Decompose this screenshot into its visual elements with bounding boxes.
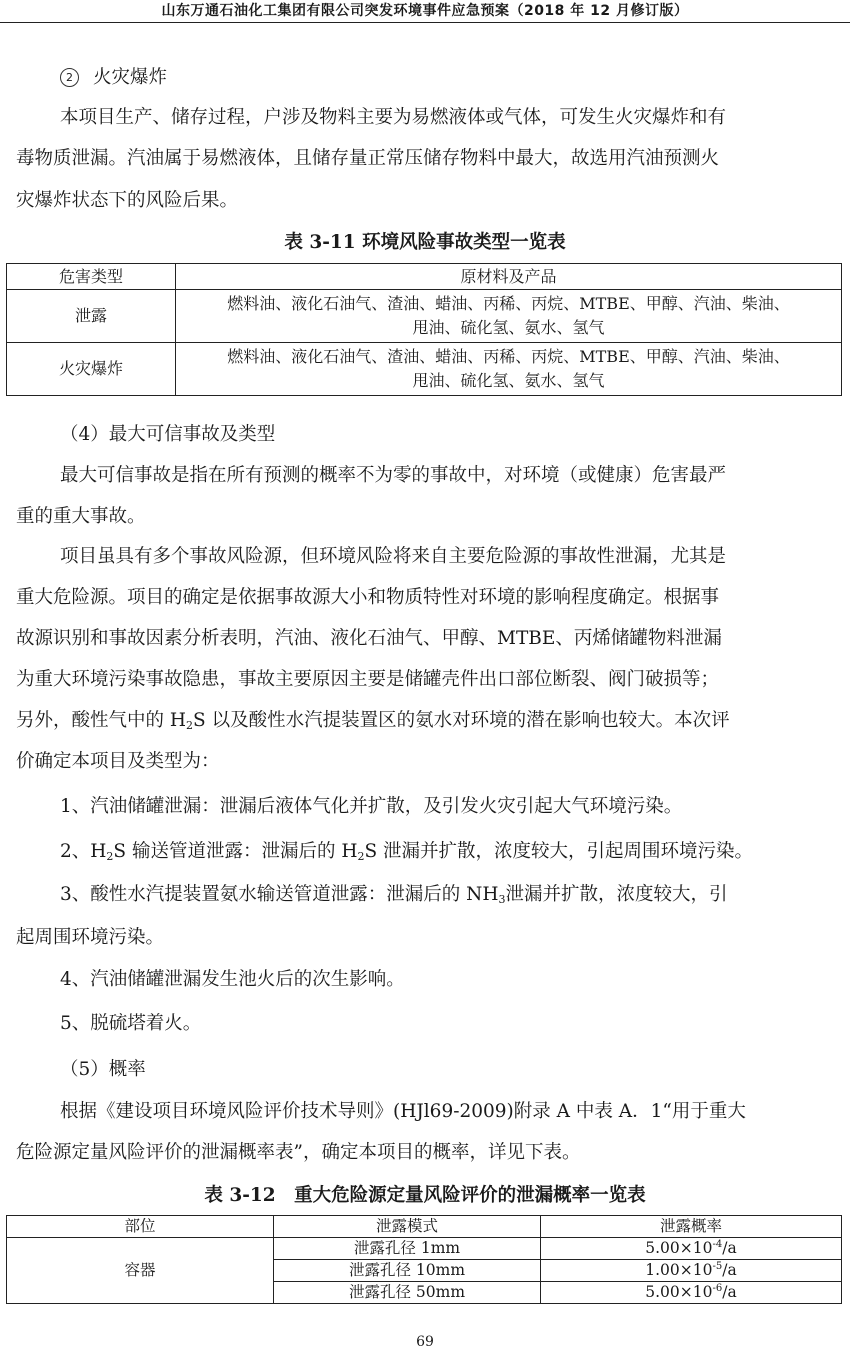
cell-line: 燃料油、液化石油气、渣油、蜡油、丙稀、丙烷、MTBE、甲醇、汽油、柴油、 [227, 294, 790, 313]
text-run: 3、酸性水汽提装置氨水输送管道泄露：泄漏后的 NH [60, 884, 499, 905]
table-cell: 泄露 [7, 290, 176, 343]
table-cell: 火灾爆炸 [7, 343, 176, 396]
subscript: 3 [498, 893, 506, 906]
paragraph-line: 故源识别和事故因素分析表明，汽油、液化石油气、甲醇、MTBE、丙烯储罐物料泄漏 [16, 628, 722, 649]
table-cell: 泄露孔径 10mm [274, 1260, 541, 1282]
prob-exponent: -6 [712, 1283, 723, 1294]
text-run: 2、H [60, 841, 107, 862]
cell-line: 燃料油、液化石油气、渣油、蜡油、丙稀、丙烷、MTBE、甲醇、汽油、柴油、 [227, 347, 790, 366]
table-row [7, 343, 842, 396]
table-cell: 泄露孔径 1mm [274, 1238, 541, 1260]
table-cell: 泄露孔径 50mm [274, 1282, 541, 1304]
page-number: 69 [416, 1334, 434, 1350]
text-run: S 输送管道泄露：泄漏后的 H [113, 841, 358, 862]
table-cell: 容器 [7, 1238, 274, 1304]
prob-base: 5.00×10 [645, 1239, 713, 1257]
list-item-continuation: 起周围环境污染。 [16, 927, 165, 948]
table-row [7, 1238, 842, 1260]
paragraph-line [16, 709, 730, 733]
paragraph-line: 重的重大事故。 [16, 506, 146, 527]
section-heading-fire [60, 66, 167, 90]
risk-type-table [6, 263, 842, 396]
section-heading: （4）最大可信事故及类型 [60, 424, 276, 445]
paragraph-line: 为重大环境污染事故隐患，事故主要原因主要是储罐壳件出口部位断裂、阀门破损等； [16, 669, 720, 690]
list-item [60, 883, 728, 907]
table-header-cell: 危害类型 [7, 264, 176, 290]
text-run: S 泄漏并扩散，浓度较大，引起周围环境污染。 [364, 841, 754, 862]
section-heading-text: 火灾爆炸 [93, 67, 168, 88]
list-item: 1、汽油储罐泄漏：泄漏后液体气化并扩散，及引发火灾引起大气环境污染。 [60, 796, 683, 817]
table-cell [541, 1260, 842, 1282]
leak-probability-table [6, 1215, 842, 1304]
table-header-cell: 泄露模式 [274, 1216, 541, 1238]
prob-exponent: -5 [712, 1261, 723, 1272]
cell-line: 甩油、硫化氢、氨水、氢气 [412, 318, 605, 337]
paragraph-line: 灾爆炸状态下的风险后果。 [16, 190, 239, 211]
prob-unit: /a [722, 1283, 737, 1301]
circled-number-marker: 2 [60, 68, 79, 87]
prob-base: 1.00×10 [645, 1261, 713, 1279]
subscript: 2 [186, 719, 194, 732]
text-run: 另外，酸性气中的 H [16, 710, 187, 731]
list-item: 4、汽油储罐泄漏发生池火后的次生影响。 [60, 969, 405, 990]
prob-exponent: -4 [712, 1239, 723, 1250]
table-cell [176, 290, 842, 343]
table-cell [176, 343, 842, 396]
table-caption: 表 3-11 环境风险事故类型一览表 [284, 232, 566, 253]
header-divider [0, 22, 850, 23]
paragraph-line: 根据《建设项目环境风险评价技术导则》(HJl69-2009)附录 A 中表 A．1“用于重大 [60, 1101, 746, 1122]
page-header: 山东万通石油化工集团有限公司突发环境事件应急预案（2018 年 12 月修订版） [161, 3, 689, 19]
paragraph-line: 重大危险源。项目的确定是依据事故源大小和物质特性对环境的影响程度确定。根据事 [16, 587, 720, 608]
prob-unit: /a [722, 1261, 737, 1279]
table-row [7, 290, 842, 343]
prob-base: 5.00×10 [645, 1283, 713, 1301]
prob-unit: /a [722, 1239, 737, 1257]
table-header-row [7, 1216, 842, 1238]
cell-line: 甩油、硫化氢、氨水、氢气 [412, 371, 605, 390]
subscript: 2 [357, 850, 365, 863]
text-run: S 以及酸性水汽提装置区的氨水对环境的潜在影响也较大。本次评 [193, 710, 730, 731]
table-cell [541, 1238, 842, 1260]
paragraph-line: 危险源定量风险评价的泄漏概率表”，确定本项目的概率，详见下表。 [16, 1142, 581, 1163]
table-header-cell: 部位 [7, 1216, 274, 1238]
table-header-cell: 原材料及产品 [176, 264, 842, 290]
text-run: 泄漏并扩散，浓度较大，引 [505, 884, 728, 905]
paragraph-line: 毒物质泄漏。汽油属于易燃液体，且储存量正常压储存物料中最大，故选用汽油预测火 [16, 148, 720, 169]
paragraph-line: 本项目生产、储存过程，户涉及物料主要为易燃液体或气体，可发生火灾爆炸和有 [60, 107, 727, 128]
paragraph-line: 价确定本项目及类型为： [16, 751, 220, 772]
section-heading: （5）概率 [60, 1059, 146, 1080]
list-item: 5、脱硫塔着火。 [60, 1013, 202, 1034]
table-header-cell: 泄露概率 [541, 1216, 842, 1238]
paragraph-line: 最大可信事故是指在所有预测的概率不为零的事故中，对环境（或健康）危害最严 [60, 465, 727, 486]
list-item [60, 840, 753, 864]
paragraph-line: 项目虽具有多个事故风险源，但环境风险将来自主要危险源的事故性泄漏，尤其是 [60, 546, 727, 567]
subscript: 2 [106, 850, 114, 863]
table-header-row [7, 264, 842, 290]
table-caption: 表 3-12 重大危险源定量风险评价的泄漏概率一览表 [204, 1185, 646, 1206]
table-cell [541, 1282, 842, 1304]
